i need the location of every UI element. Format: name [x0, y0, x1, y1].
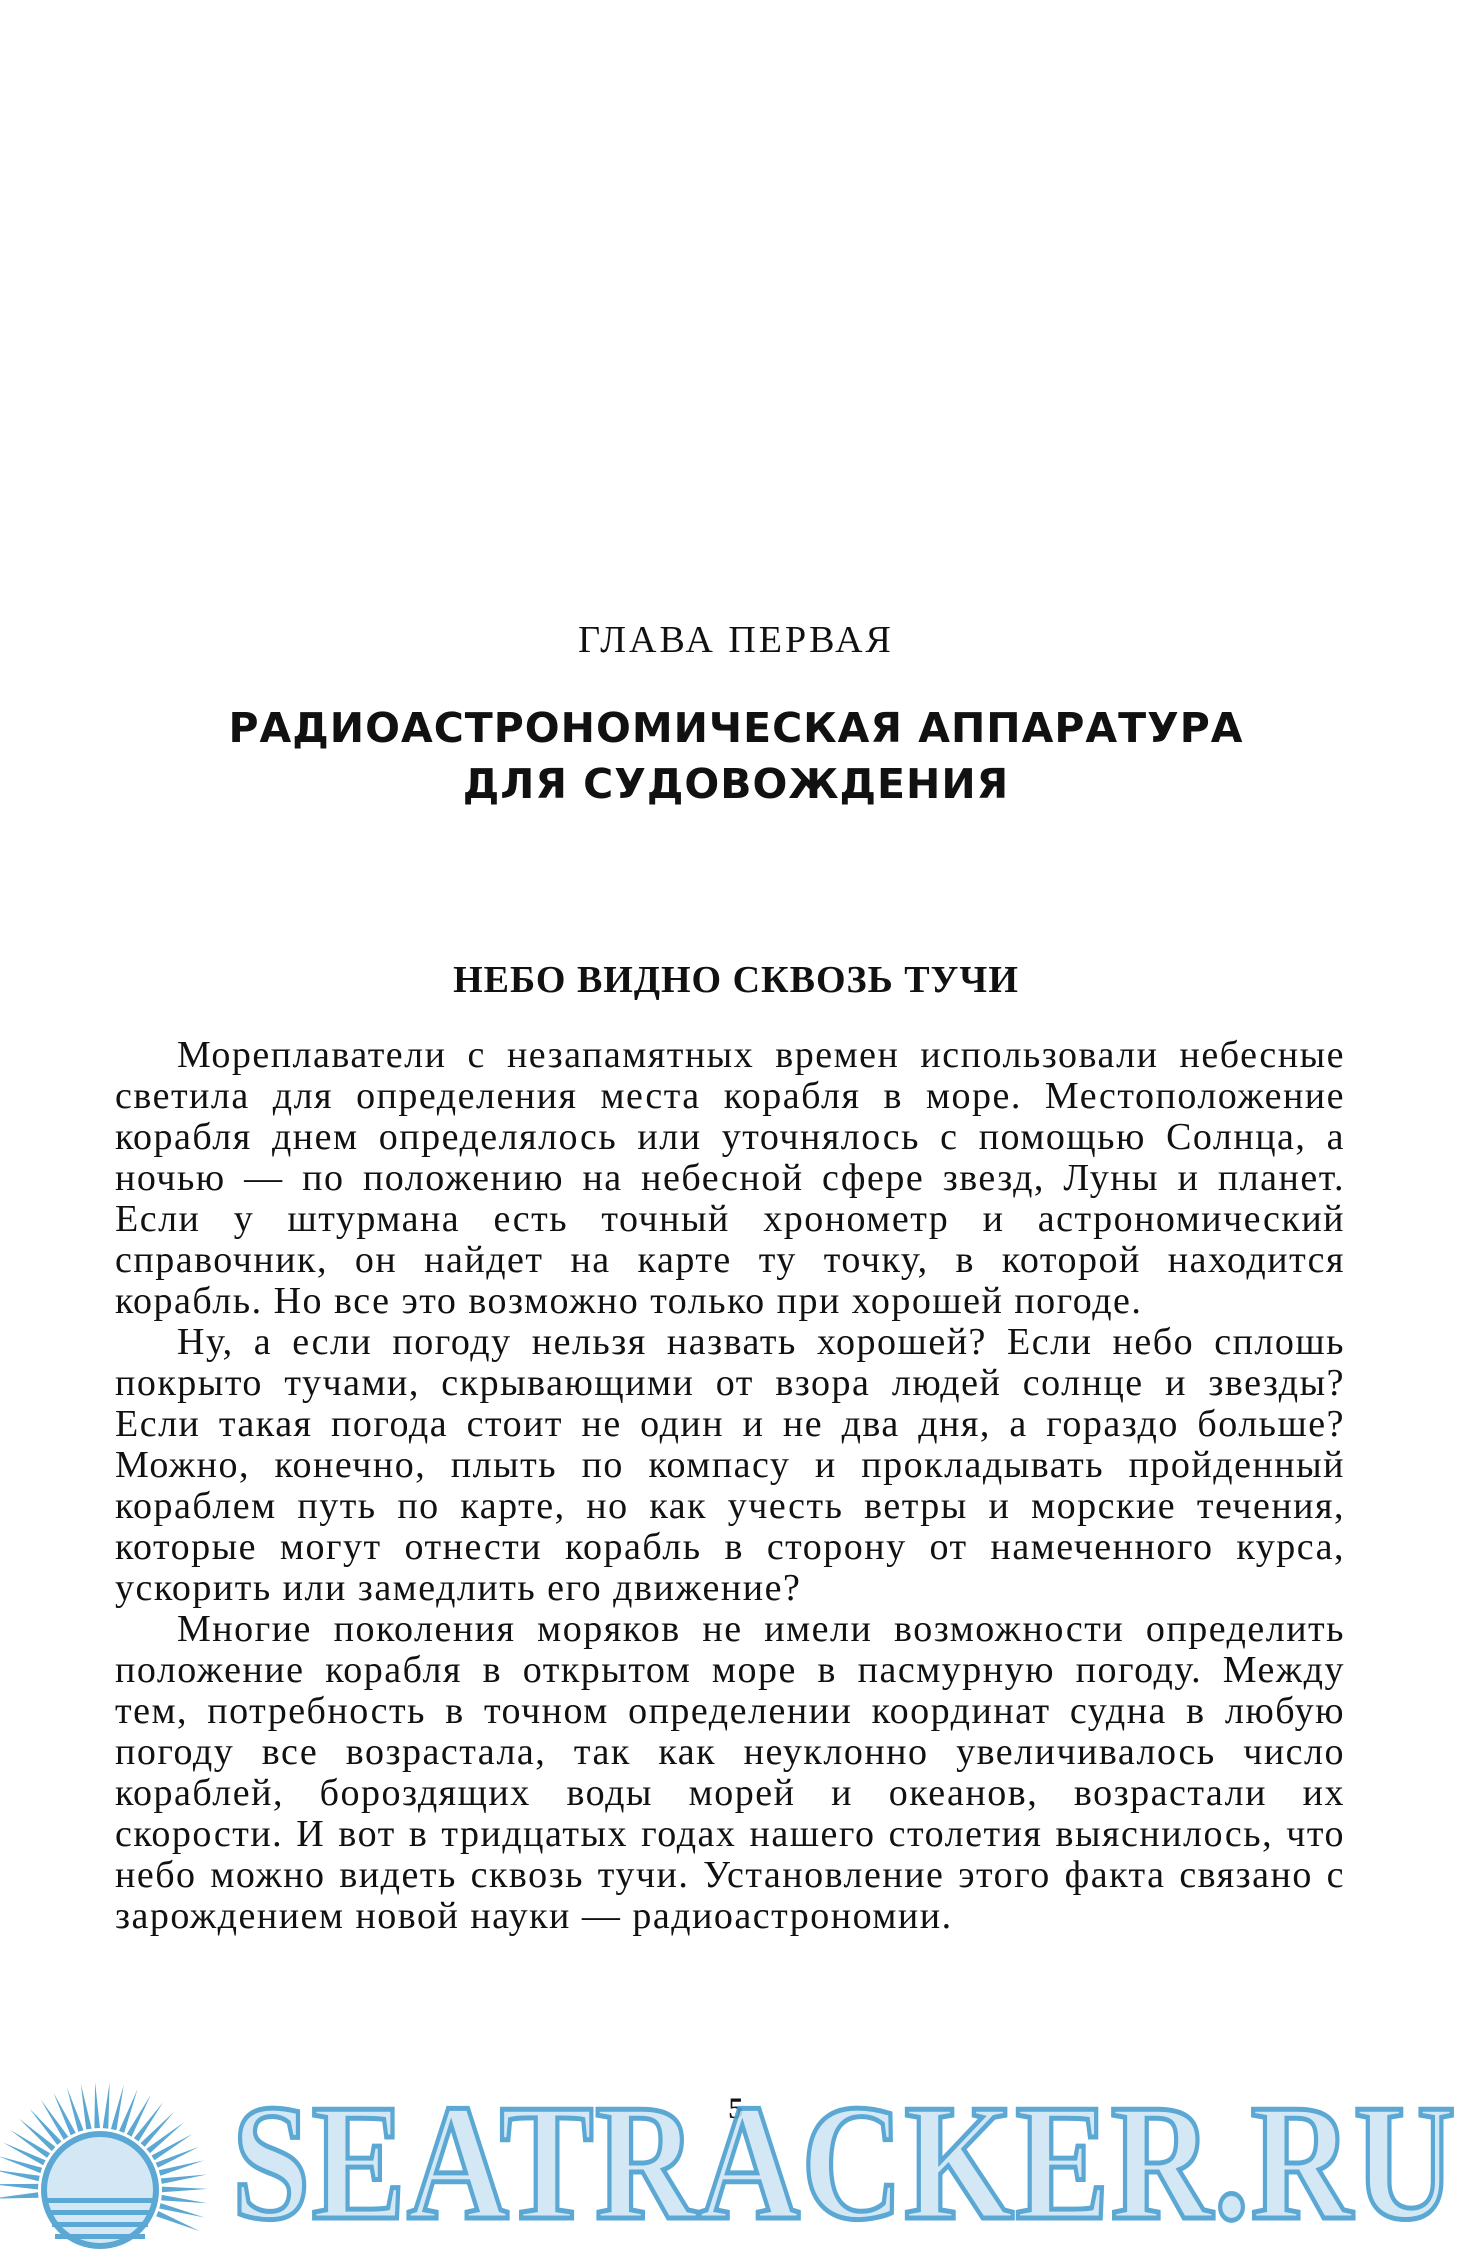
- sun-ray: [161, 2195, 207, 2203]
- sun-ray: [156, 2211, 200, 2231]
- paragraph: Ну, а если погоду нельзя назвать хорошей? Если небо сплошь покрыто тучами, скрывающими от взора людей солнце и звезды? Если такая погода стоит не один и не два дня, а гораздо больше? Можно, конечно, плыть по компасу и прокладывать пройденный кораблем путь по карте, но как учесть ветры и морские течения, которые могут отнести корабль в сторону от намеченного курса, ускорить или замедлить его движение?: [115, 1321, 1345, 1609]
- chapter-title-line-1: РАДИОАСТРОНОМИЧЕСКАЯ АППАРАТУРА: [228, 704, 1244, 752]
- sun-ray: [0, 2170, 40, 2181]
- sun-ray: [0, 2192, 39, 2198]
- sun-ray: [146, 2122, 184, 2153]
- sun-ray: [0, 2156, 42, 2173]
- sun-ray: [162, 2187, 208, 2193]
- sun-stripe: [55, 2234, 145, 2239]
- section-title: НЕБО ВИДНО СКВОЗЬ ТУЧИ: [453, 959, 1019, 1001]
- sun-disc: [44, 2134, 156, 2246]
- sun-ray: [159, 2203, 204, 2217]
- sun-ray: [159, 2160, 204, 2175]
- watermark-text: SEATRACKER.RU: [232, 2070, 1457, 2254]
- page-number: 5: [728, 2092, 744, 2125]
- paragraph: Многие поколения моряков не имели возможности определить положение корабля в открытом море в пасмурную погоду. Между тем, потребность в точном определении координат судна в любую погоду все возрастала, так как неуклонно увеличивалось число кораблей, бороздящих воды морей и океанов, возрастали их скорости. И вот в тридцатых годах нашего столетия выяснилось, что небо можно видеть сквозь тучи. Установление этого факта связано с зарождением новой науки — радиоастрономии.: [115, 1608, 1345, 1937]
- paragraph: Мореплаватели с незапамятных времен использовали небесные светила для определения места корабля в море. Местоположение корабля днем определялось или уточнялось с помощью Солнца, а ночью — по положению на небесной сфере звезд, Луны и планет. Если у штурмана есть точный хронометр и астрономический справочник, он найдет на карте ту точку, в которой находится корабль. Но все это возможно только при хорошей погоде.: [115, 1034, 1345, 1322]
- watermark: [0, 2040, 1472, 2254]
- sun-ray: [3, 2143, 46, 2166]
- chapter-title: [0, 700, 1472, 812]
- body-text: [115, 1035, 1345, 1937]
- sun-ray: [156, 2147, 199, 2168]
- sun-ray: [10, 2130, 50, 2158]
- chapter-title-line-2: ДЛЯ СУДОВОЖДЕНИЯ: [462, 760, 1010, 808]
- sun-stripe: [52, 2222, 148, 2227]
- sun-ray: [152, 2134, 193, 2160]
- sun-stripe: [49, 2210, 151, 2215]
- sun-stripe: [46, 2198, 154, 2203]
- chapter-label: ГЛАВА ПЕРВАЯ: [578, 619, 894, 661]
- sun-ray: [0, 2184, 38, 2190]
- sun-ray: [161, 2175, 207, 2184]
